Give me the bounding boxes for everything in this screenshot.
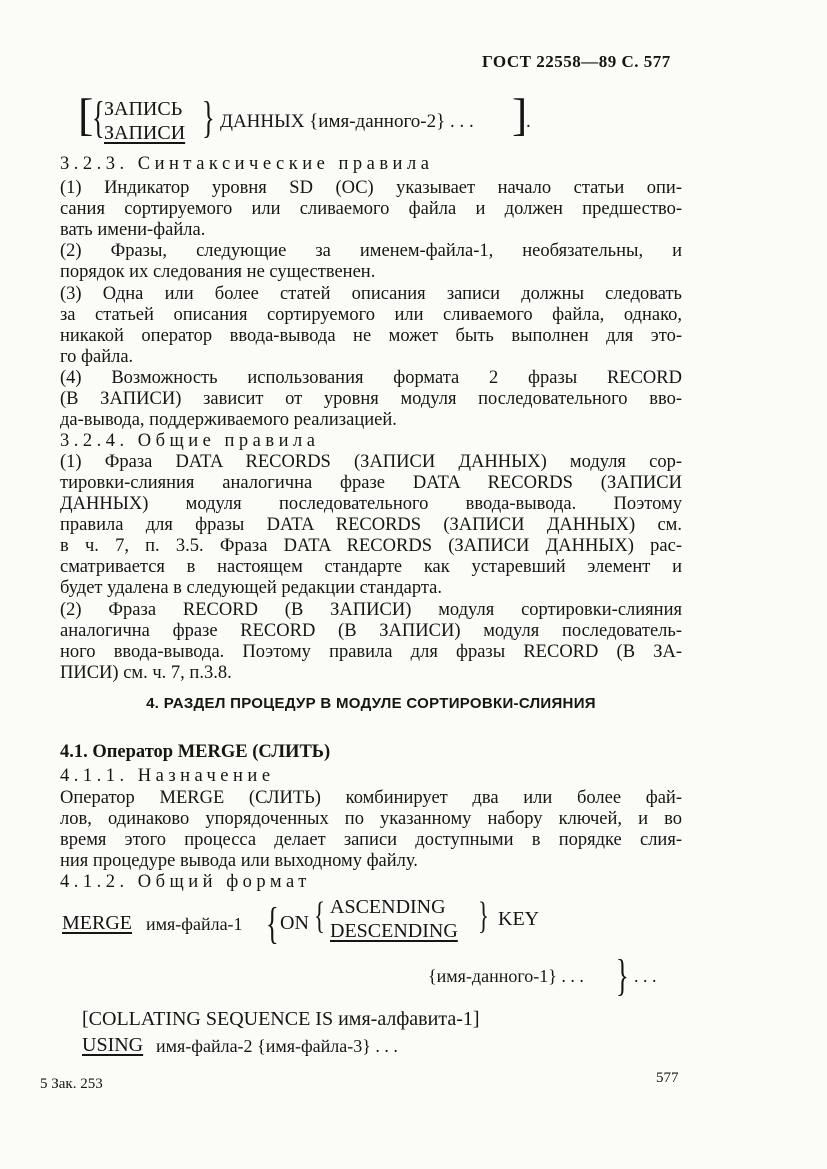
text-line: в ч. 7, п. 3.5. Фраза DATA RECORDS (ЗАПИСИ ДАННЫХ) рас- bbox=[60, 536, 682, 556]
format-end: . bbox=[526, 111, 531, 132]
text-line: да-вывода, поддерживаемого реализацией. bbox=[60, 410, 397, 430]
open-brace: { bbox=[92, 93, 105, 142]
text-line: лов, одинаково упорядоченных по указанному набору ключей, и во bbox=[60, 809, 682, 829]
text-line: тировки-слияния аналогична фразе DATA RECORDS (ЗАПИСИ bbox=[60, 473, 682, 493]
merge-file-1: имя-файла-1 bbox=[146, 914, 243, 934]
heading-3-2-3: 3.2.3. Синтаксические правила bbox=[60, 154, 434, 174]
footer-order-number: 5 Зак. 253 bbox=[40, 1076, 103, 1092]
merge-on: ON bbox=[280, 912, 309, 934]
text-line: никакой оператор ввода-вывода не может быть выполнен для это- bbox=[60, 326, 682, 346]
page-header: ГОСТ 22558—89 С. 577 bbox=[482, 52, 671, 71]
text-line: (4) Возможность использования формата 2 фразы RECORD bbox=[60, 368, 682, 388]
text-line: (3) Одна или более статей описания записи должны следовать bbox=[60, 284, 682, 304]
text-line: Оператор MERGE (СЛИТЬ) комбинирует два или более фай- bbox=[60, 788, 682, 808]
text-line: (2) Фразы, следующие за именем-файла-1, необязательны, и bbox=[60, 241, 682, 261]
close-brace: } bbox=[202, 93, 215, 142]
format-tail: ДАННЫХ {имя-данного-2} . . . bbox=[220, 111, 474, 132]
text-line: порядок их следования не существенен. bbox=[60, 262, 376, 282]
merge-close-brace: } bbox=[616, 951, 629, 1000]
close-bracket: ] bbox=[512, 89, 528, 140]
heading-4-1-1: 4.1.1. Назначение bbox=[60, 766, 275, 786]
merge-open-brace: { bbox=[266, 899, 279, 948]
merge-using-keyword: USING bbox=[82, 1034, 144, 1056]
merge-inner-open-brace: { bbox=[314, 895, 325, 937]
section-title: 4. РАЗДЕЛ ПРОЦЕДУР В МОДУЛЕ СОРТИРОВКИ-СЛИЯНИЯ bbox=[146, 695, 596, 712]
heading-3-2-4: 3.2.4. Общие правила bbox=[60, 431, 320, 451]
text-line: аналогична фразе RECORD (В ЗАПИСИ) модуля последователь- bbox=[60, 621, 682, 641]
text-line: ного ввода-вывода. Поэтому правила для фразы RECORD (В ЗА- bbox=[60, 642, 682, 662]
open-bracket: [ bbox=[78, 89, 94, 140]
text-line: время этого процесса делает записи доступными в порядке слия- bbox=[60, 830, 682, 850]
text-line: (1) Индикатор уровня SD (ОС) указывает начало статьи опи- bbox=[60, 178, 682, 198]
format-option-2: ЗАПИСИ bbox=[104, 122, 186, 144]
text-line: правила для фразы DATA RECORDS (ЗАПИСИ ДАННЫХ) см. bbox=[60, 515, 682, 535]
text-line: (2) Фраза RECORD (В ЗАПИСИ) модуля сортировки-слияния bbox=[60, 600, 682, 620]
text-line: сматривается в настоящем стандарте как устаревший элемент и bbox=[60, 557, 682, 577]
text-line: ния процедуре вывода или выходному файлу. bbox=[60, 851, 418, 871]
heading-4-1-2: 4.1.2. Общий формат bbox=[60, 872, 311, 892]
text-line: го файла. bbox=[60, 347, 134, 367]
text-line: (В ЗАПИСИ) зависит от уровня модуля последовательного вво- bbox=[60, 389, 682, 409]
merge-inner-close-brace: } bbox=[478, 895, 489, 937]
text-line: (1) Фраза DATA RECORDS (ЗАПИСИ ДАННЫХ) модуля сор- bbox=[60, 452, 682, 472]
text-line: за статьей описания сортируемого или сливаемого файла, однако, bbox=[60, 305, 682, 325]
text-line: вать имени-файла. bbox=[60, 220, 206, 240]
merge-ascending: ASCENDING bbox=[330, 896, 446, 918]
merge-collating: [COLLATING SEQUENCE IS имя-алфавита-1] bbox=[82, 1008, 480, 1030]
merge-descending: DESCENDING bbox=[330, 920, 458, 942]
merge-data-name: {имя-данного-1} . . . bbox=[428, 966, 584, 986]
text-line: будет удалена в следующей редакции стандарта. bbox=[60, 578, 442, 598]
text-line: ДАННЫХ) модуля последовательного ввода-вывода. Поэтому bbox=[60, 494, 682, 514]
heading-4-1: 4.1. Оператор MERGE (СЛИТЬ) bbox=[60, 742, 331, 762]
page-number: 577 bbox=[656, 1070, 679, 1086]
merge-using-files: имя-файла-2 {имя-файла-3} . . . bbox=[156, 1036, 398, 1056]
merge-key: KEY bbox=[498, 908, 540, 930]
text-line: ПИСИ) см. ч. 7, п.3.8. bbox=[60, 663, 232, 683]
merge-keyword: MERGE bbox=[62, 912, 132, 934]
format-option-1: ЗАПИСЬ bbox=[104, 98, 183, 120]
merge-ellipsis: . . . bbox=[634, 966, 657, 986]
text-line: сания сортируемого или сливаемого файла и должен предшество- bbox=[60, 199, 682, 219]
